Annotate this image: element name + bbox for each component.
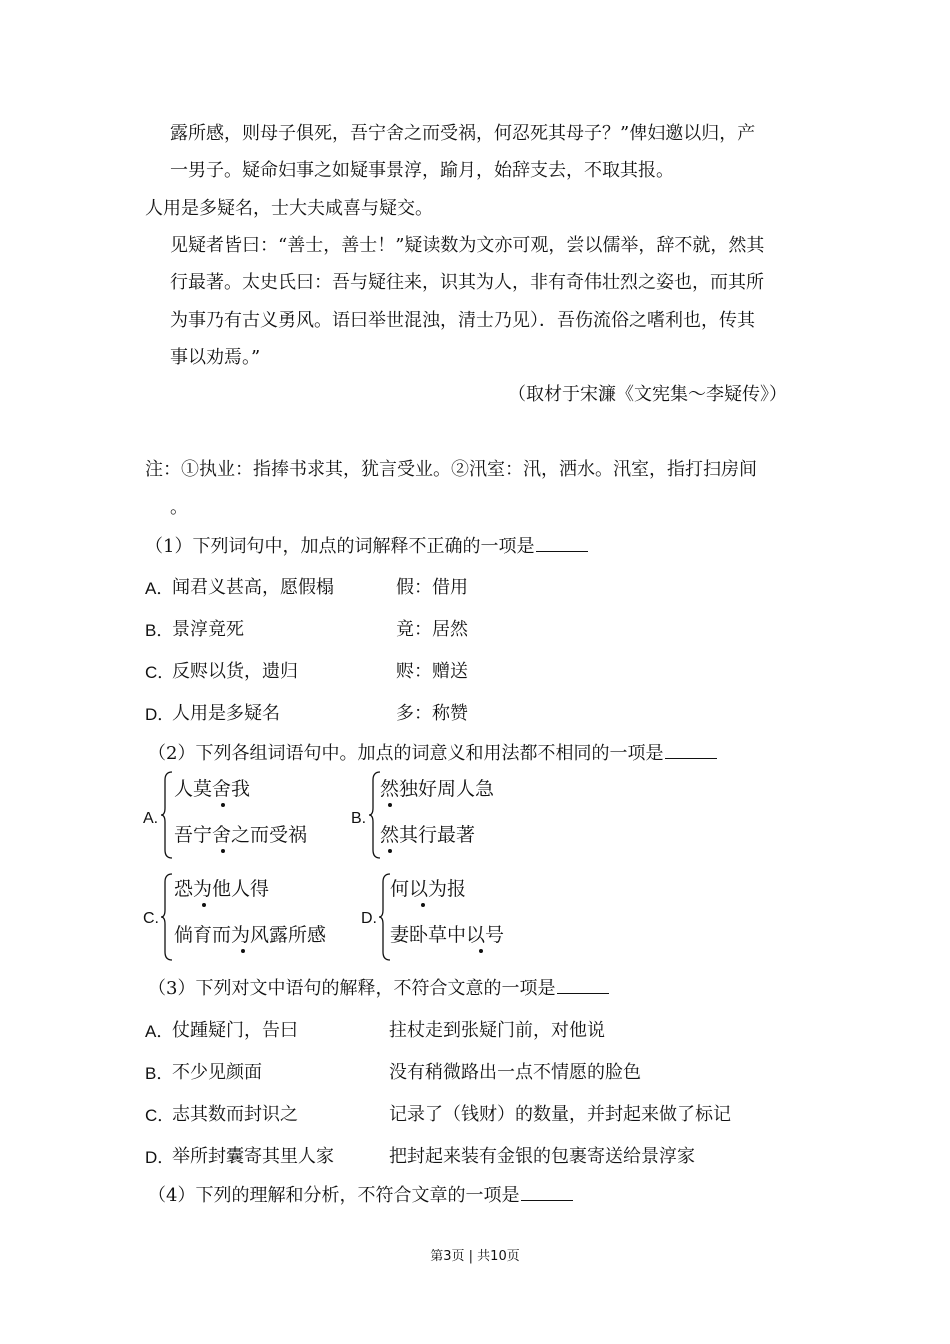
answer-blank[interactable] xyxy=(665,740,717,759)
option-text: 反赆以货，遗归 xyxy=(172,661,298,682)
option-letter: D． xyxy=(145,1148,175,1167)
option-letter: A． xyxy=(145,1022,174,1041)
option-text: 景淳竟死 xyxy=(172,619,244,640)
emphasis-dot xyxy=(241,949,245,953)
passage-line-4: 见疑者皆曰：“善士，善士！”疑读数为文亦可观，尝以儒举，辞不就，然其 xyxy=(170,235,765,256)
option-gloss: 竟：居然 xyxy=(396,619,468,640)
answer-blank[interactable] xyxy=(536,533,588,552)
group-label: D. xyxy=(361,910,377,927)
passage-line-2: 一男子。疑命妇事之如疑事景淳，踰月，始辞支去，不取其报。 xyxy=(170,160,674,181)
emphasis-dot xyxy=(202,903,206,907)
option-gloss: 假：借用 xyxy=(396,577,468,598)
emphasis-dot xyxy=(388,849,392,853)
option-text: 举所封囊寄其里人家 xyxy=(172,1146,334,1167)
page-footer: 第3页 | 共10页 xyxy=(430,1249,520,1264)
option-letter: A． xyxy=(145,579,174,598)
option-gloss: 没有稍微路出一点不情愿的脸色 xyxy=(389,1062,641,1083)
option-gloss: 拄杖走到张疑门前，对他说 xyxy=(389,1020,605,1041)
answer-blank[interactable] xyxy=(557,975,609,994)
note-line-1: 注：①执业：指捧书求其，犹言受业。②汛室：汛，洒水。汛室，指打扫房间 xyxy=(145,459,757,480)
option-text: 不少见颜面 xyxy=(172,1062,262,1083)
option-letter: B． xyxy=(145,621,174,640)
answer-blank[interactable] xyxy=(521,1182,573,1201)
q2-stem: （2）下列各组词语句中。加点的词意义和用法都不相同的一项是 xyxy=(148,740,717,766)
group-top-line: 何以为报 xyxy=(390,878,467,900)
passage-line-1: 露所感，则母子俱死，吾宁舍之而受祸，何忍死其母子？”俾妇邀以归，产 xyxy=(170,123,756,144)
emphasis-dot xyxy=(221,803,225,807)
emphasis-dot xyxy=(221,849,225,853)
option-text: 志其数而封识之 xyxy=(172,1104,298,1125)
option-gloss: 把封起来装有金银的包裹寄送给景淳家 xyxy=(389,1146,695,1167)
group-top-line: 然独好周人急 xyxy=(380,778,495,800)
passage-line-5: 行最著。太史氏曰：吾与疑往来，识其为人，非有奇伟壮烈之姿也，而其所 xyxy=(170,272,764,293)
group-label: C. xyxy=(143,910,159,927)
option-letter: B． xyxy=(145,1064,174,1083)
note-line-2: 。 xyxy=(170,497,188,518)
option-gloss: 赆：赠送 xyxy=(396,661,468,682)
option-text: 仗踵疑门，告曰 xyxy=(172,1020,298,1041)
passage-source: （取材于宋濂《文宪集～李疑传》） xyxy=(508,384,787,405)
option-text: 人用是多疑名 xyxy=(172,703,280,724)
group-label: A. xyxy=(143,810,159,827)
brace-icon xyxy=(160,770,174,860)
group-label: B. xyxy=(351,810,367,827)
option-text: 闻君义甚高，愿假榻 xyxy=(172,577,334,598)
emphasis-dot xyxy=(388,803,392,807)
q4-stem: （4）下列的理解和分析，不符合文章的一项是 xyxy=(148,1182,573,1208)
group-bottom-line: 妻卧草中以号 xyxy=(390,924,505,946)
group-top-line: 人莫舍我 xyxy=(174,778,251,800)
passage-line-7: 事以劝焉。” xyxy=(170,347,261,368)
option-letter: C． xyxy=(145,663,175,682)
passage-line-6: 为事乃有古义勇风。语曰举世混浊，清士乃见）．吾伤流俗之嗜利也，传其 xyxy=(170,310,755,331)
group-top-line: 恐为他人得 xyxy=(174,878,270,900)
option-gloss: 记录了（钱财）的数量，并封起来做了标记 xyxy=(389,1104,731,1125)
option-letter: C． xyxy=(145,1106,175,1125)
option-gloss: 多：称赞 xyxy=(396,703,468,724)
q3-stem: （3）下列对文中语句的解释，不符合文意的一项是 xyxy=(148,975,609,1001)
option-letter: D． xyxy=(145,705,175,724)
emphasis-dot xyxy=(421,903,425,907)
group-bottom-line: 吾宁舍之而受祸 xyxy=(174,824,308,846)
passage-line-3: 人用是多疑名，士大夫咸喜与疑交。 xyxy=(145,198,433,219)
emphasis-dot xyxy=(479,949,483,953)
brace-icon xyxy=(160,872,174,962)
group-bottom-line: 然其行最著 xyxy=(380,824,476,846)
q1-stem: （1）下列词句中，加点的词解释不正确的一项是 xyxy=(145,533,588,559)
group-bottom-line: 倘育而为风露所感 xyxy=(174,924,327,946)
